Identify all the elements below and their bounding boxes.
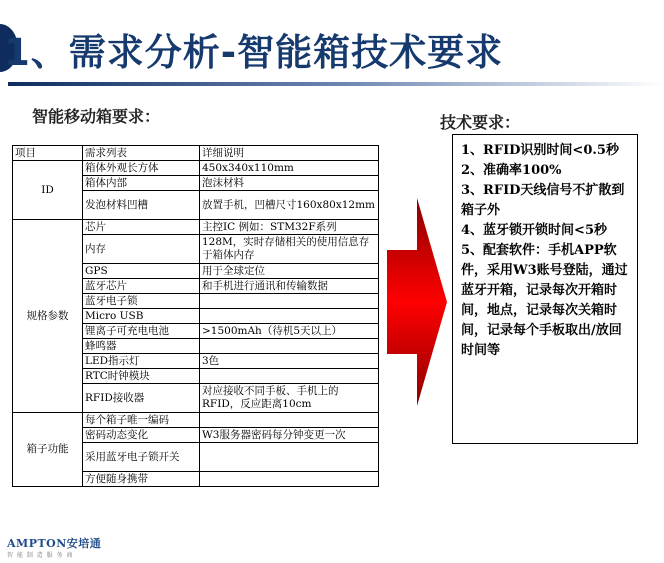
requirement-cell: LED指示灯 <box>83 354 200 369</box>
requirement-cell: GPS <box>83 264 200 279</box>
requirement-cell: 蓝牙芯片 <box>83 279 200 294</box>
detail-cell: W3服务器密码每分钟变更一次 <box>200 428 379 443</box>
table-group-cell: 箱子功能 <box>13 413 83 487</box>
detail-cell <box>200 472 379 487</box>
tech-requirements-box <box>452 134 638 444</box>
table-header-row <box>13 146 379 161</box>
table-row <box>13 161 379 176</box>
requirement-cell: 密码动态变化 <box>83 428 200 443</box>
tech-requirement-item: 4、蓝牙锁开锁时间<5秒 <box>461 223 607 238</box>
detail-cell: 128M，实时存储相关的使用信息存于箱体内存 <box>200 235 379 264</box>
ampton-logo: AMPTON安培通 <box>7 537 102 550</box>
requirement-cell: 蜂鸣器 <box>83 339 200 354</box>
detail-cell <box>200 309 379 324</box>
detail-cell: >1500mAh（待机5天以上） <box>200 324 379 339</box>
detail-cell: 用于全球定位 <box>200 264 379 279</box>
requirements-table <box>12 145 379 487</box>
detail-cell: 和手机进行通讯和传输数据 <box>200 279 379 294</box>
table-row <box>13 220 379 235</box>
requirement-cell: 箱体内部 <box>83 176 200 191</box>
detail-cell: 对应接收不同手板、手机上的RFID，反应距离10cm <box>200 384 379 413</box>
table-group-cell: ID <box>13 161 83 220</box>
requirement-cell: 蓝牙电子锁 <box>83 294 200 309</box>
requirement-cell: Micro USB <box>83 309 200 324</box>
detail-cell: 450x340x110mm <box>200 161 379 176</box>
detail-cell <box>200 413 379 428</box>
right-arrow-icon <box>387 198 447 406</box>
title-rule <box>8 82 664 86</box>
requirement-cell: 锂离子可充电电池 <box>83 324 200 339</box>
detail-cell: 泡沫材料 <box>200 176 379 191</box>
table-header-cell: 项目 <box>13 146 83 161</box>
detail-cell <box>200 369 379 384</box>
requirement-cell: 采用蓝牙电子锁开关 <box>83 443 200 472</box>
right-heading: 技术要求： <box>440 113 521 132</box>
tech-requirement-item: 3、RFID天线信号不扩散到箱子外 <box>461 183 625 218</box>
logo-tagline: 智 能 制 造 服 务 商 <box>7 552 74 559</box>
requirement-cell: RFID接收器 <box>83 384 200 413</box>
table-group-cell: 规格参数 <box>13 220 83 413</box>
page-title: 1、需求分析-智能箱技术要求 <box>4 31 504 74</box>
requirement-cell: RTC时钟模块 <box>83 369 200 384</box>
detail-cell <box>200 339 379 354</box>
table-header-cell: 详细说明 <box>200 146 379 161</box>
requirement-cell: 每个箱子唯一编码 <box>83 413 200 428</box>
detail-cell <box>200 294 379 309</box>
requirement-cell: 方便随身携带 <box>83 472 200 487</box>
tech-requirement-item: 5、配套软件：手机APP软件，采用W3账号登陆，通过蓝牙开箱，记录每次开箱时间，地点，记录每次关箱时间，记录每个手板取出/放回时间等 <box>461 243 628 358</box>
requirement-cell: 箱体外观长方体 <box>83 161 200 176</box>
tech-requirement-item: 2、准确率100% <box>461 163 562 178</box>
tech-requirement-item: 1、RFID识别时间<0.5秒 <box>461 143 619 158</box>
detail-cell: 放置手机，凹槽尺寸160x80x12mm <box>200 191 379 220</box>
detail-cell <box>200 443 379 472</box>
table-header-cell: 需求列表 <box>83 146 200 161</box>
detail-cell: 3色 <box>200 354 379 369</box>
requirement-cell: 芯片 <box>83 220 200 235</box>
requirement-cell: 发泡材料凹槽 <box>83 191 200 220</box>
table-row <box>13 413 379 428</box>
left-heading: 智能移动箱要求： <box>32 107 161 126</box>
detail-cell: 主控IC 例如：STM32F系列 <box>200 220 379 235</box>
requirement-cell: 内存 <box>83 235 200 264</box>
